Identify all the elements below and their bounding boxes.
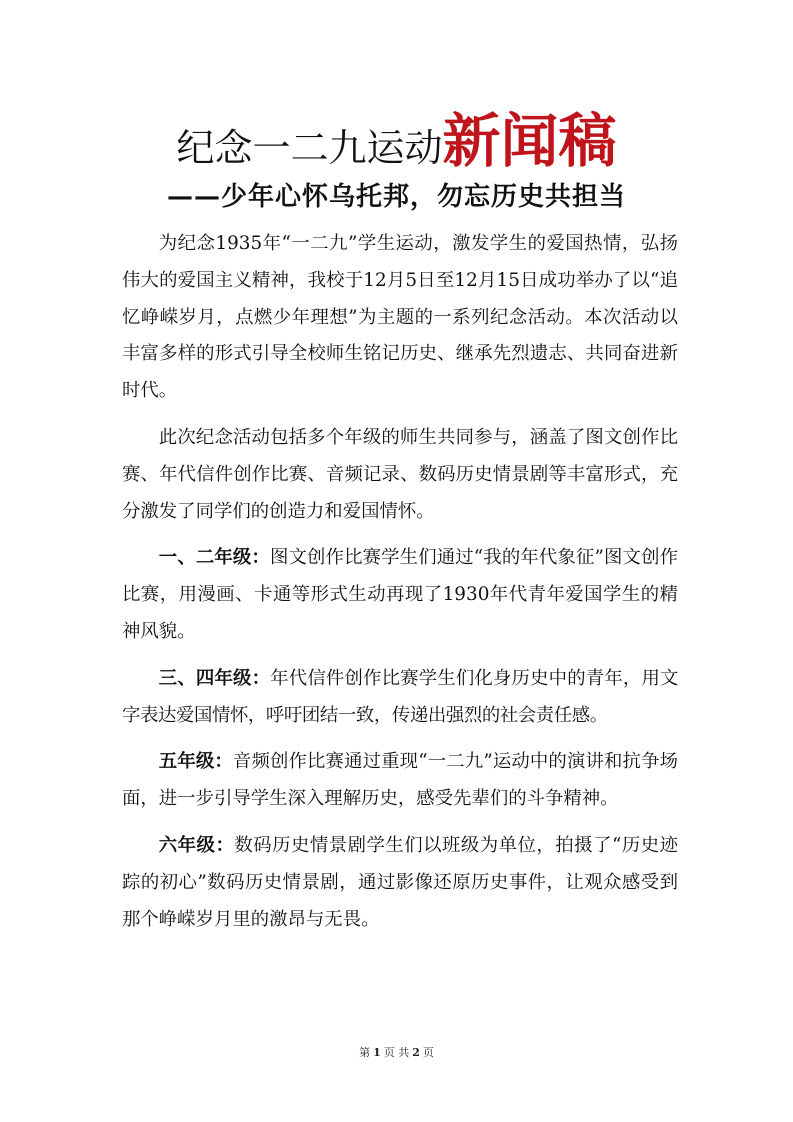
title-accent-text: 新闻稿: [442, 107, 617, 175]
page-footer: [0, 1044, 793, 1060]
paragraph-grade-5: [122, 744, 678, 818]
footer-mid: 页 共: [383, 1046, 410, 1059]
article-body: [122, 226, 678, 948]
paragraph-text: 为纪念1935年“一二九”学生运动，激发学生的爱国热情，弘扬伟大的爱国主义精神，我校于12月5日至12月15日成功举办了以“追忆峥嵘岁月，点燃少年理想”为主题的一系列纪念活动。本次活动以丰富多样的形式引导全校师生铭记历史、继承先烈遗志、共同奋进新时代。: [122, 233, 678, 402]
paragraph-text: 数码历史情景剧学生们以班级为单位，拍摄了“历史迹踪的初心”数码历史情景剧，通过影像还原历史事件，让观众感受到那个峥嵘岁月里的激昂与无畏。: [122, 834, 678, 930]
paragraph-grade-6: [122, 828, 678, 938]
paragraph-text: 音频创作比赛通过重现“一二九”运动中的演讲和抗争场面，进一步引导学生深入理解历史，感受先辈们的斗争精神。: [122, 751, 678, 810]
title-main-text: 纪念一二九运动: [176, 126, 443, 170]
footer-current-page: 1: [373, 1046, 381, 1059]
footer-total-pages: 2: [412, 1046, 420, 1059]
paragraph-grade-1-2: [122, 540, 678, 650]
paragraph-lead: 一、二年级：: [158, 547, 270, 569]
paragraph-text: 年代信件创作比赛学生们化身历史中的青年，用文字表达爱国情怀，呼吁团结一致，传递出强烈的社会责任感。: [122, 667, 679, 726]
paragraph-lead: 五年级：: [158, 751, 233, 773]
paragraph-text: 此次纪念活动包括多个年级的师生共同参与，涵盖了图文创作比赛、年代信件创作比赛、音频记录、数码历史情景剧等丰富形式，充分激发了同学们的创造力和爱国情怀。: [122, 426, 678, 522]
paragraph-intro: [122, 226, 678, 410]
paragraph-text: 图文创作比赛学生们通过“我的年代象征”图文创作比赛，用漫画、卡通等形式生动再现了1930年代青年爱国学生的精神风貌。: [122, 547, 678, 642]
document-subtitle: ——少年心怀乌托邦，勿忘历史共担当: [166, 182, 626, 212]
document-title: [0, 107, 793, 175]
footer-prefix: 第: [359, 1046, 371, 1059]
footer-suffix: 页: [422, 1046, 434, 1059]
paragraph-lead: 六年级：: [158, 834, 235, 856]
paragraph-overview: [122, 420, 678, 530]
paragraph-grade-3-4: [122, 661, 678, 735]
paragraph-lead: 三、四年级：: [158, 667, 271, 689]
